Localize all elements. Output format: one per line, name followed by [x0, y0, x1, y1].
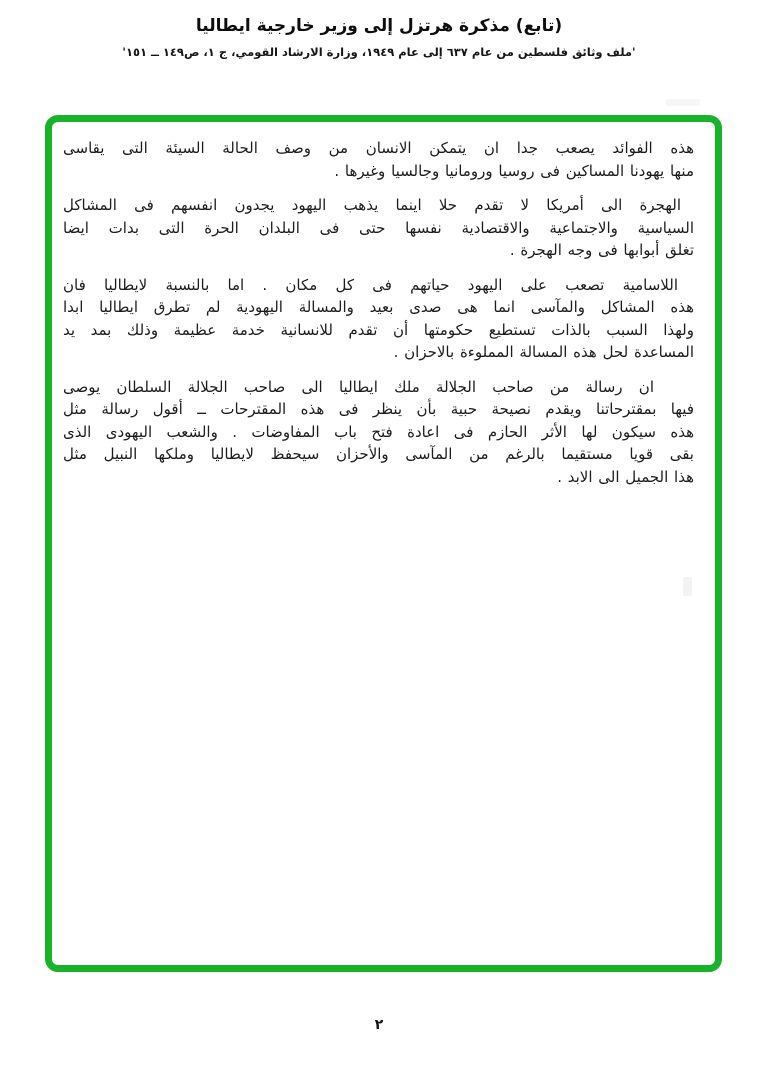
- paragraph: [63, 137, 694, 182]
- page-number: ٢: [374, 1017, 384, 1033]
- paragraph: [63, 376, 694, 489]
- text-line: هذه المشاكل والمآسى انما هى صدى بعيد والمسالة اليهودية لم تطرق ايطاليا ابدا: [63, 298, 694, 316]
- document-header: [0, 16, 758, 59]
- text-line: هذا الجميل الى الابد .: [557, 467, 694, 486]
- text-line: اللاسامية تصعب على اليهود حياتهم فى كل مكان . اما بالنسبة لايطاليا فان: [63, 275, 678, 294]
- text-line: السياسية والاجتماعية والاقتصادية نفسها حتى فى البلدان الحرة التى بدات ايضا: [63, 218, 694, 237]
- text-line: ان رسالة من صاحب الجلالة ملك ايطاليا الى صاحب الجلالة السلطان يوصى: [63, 377, 654, 396]
- text-line: الهجرة الى أمريكا لا تقدم حلا اينما يذهب اليهود يجدون انفسهم فى المشاكل: [63, 196, 681, 214]
- paragraph: [63, 194, 694, 262]
- text-line: المساعدة لحل هذه المسالة المملوءة بالاحزان .: [393, 343, 694, 361]
- source-citation: 'ملف وثائق فلسطين من عام ٦٣٧ إلى عام ١٩٤٩، وزارة الارشاد القومي، ج ١، ص١٤٩ ــ ١٥١': [122, 45, 636, 59]
- text-line: فيها بمقترحاتنا ويقدم نصيحة حبية بأن ينظر فى هذه المقترحات ــ أقول رسالة مثل: [63, 400, 694, 418]
- scan-smudge: [683, 577, 692, 596]
- text-line: منها يهودنا المساكين فى روسيا ورومانيا وجالسيا وغيرها .: [334, 161, 694, 180]
- page-title: (تابع) مذكرة هرتزل إلى وزير خارجية ايطاليا: [195, 16, 563, 36]
- document-body: [63, 137, 694, 500]
- text-line: تغلق أبوابها فى وجه الهجرة .: [509, 241, 694, 259]
- text-line: ولهذا السبب بالذات تستطيع حكومتها أن تقدم للانسانية خدمة عظيمة وذلك بمد يد: [63, 320, 694, 339]
- paragraph: [63, 274, 694, 364]
- text-line: بقى قويا مستقيما بالرغم من المآسى والأحزان سيحفظ لايطاليا وملكها النبيل مثل: [63, 445, 694, 463]
- scan-smudge: [666, 99, 700, 106]
- text-line: هذه سيكون لها الأثر الحازم فى اعادة فتح باب المفاوضات . والشعب اليهودى الذى: [63, 422, 694, 441]
- text-line: هذه الفوائد يصعب جدا ان يتمكن الانسان من وصف الحالة السيئة التى يقاسى: [63, 139, 694, 157]
